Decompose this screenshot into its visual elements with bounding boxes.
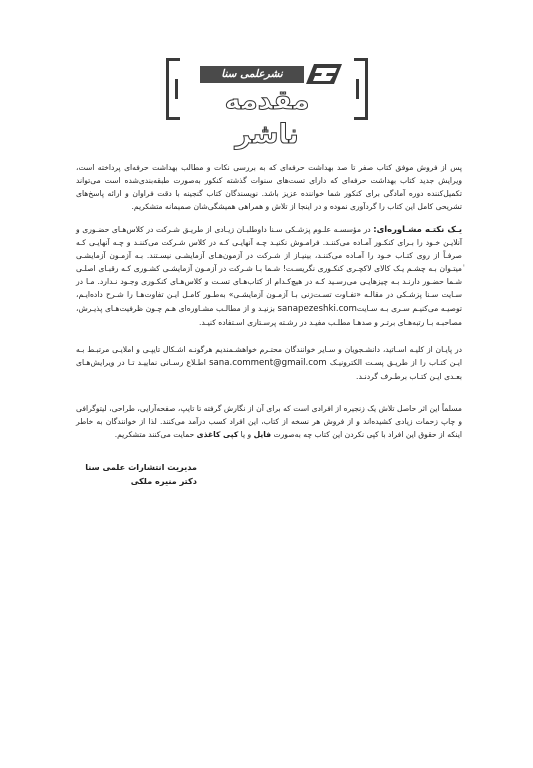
advice-paragraph bbox=[76, 223, 462, 329]
sana-emblem-icon bbox=[304, 62, 344, 86]
copyright-text-b: حمایت می‌کنند متشکریم. bbox=[114, 430, 197, 440]
signature-org: مدیریت انتشارات علمی سنا bbox=[85, 462, 197, 472]
file-term: فایل bbox=[253, 430, 272, 440]
logo-right-bracket bbox=[354, 58, 368, 120]
logo-subtitle: نشرعلمی سنا bbox=[221, 68, 283, 80]
intro-text: پس از فروش موفق کتاب صفر تا صد بهداشت حرفه‌ای که به بررسی نکات و مطالب بهداشت حرفه‌ای پرداخته است، ویرایش جدید کتاب بهداشت حرفه‌ای که دارای تست‌های سنوات گذشته کنکور به‌صورت طبقه‌بندی‌شده است می‌تواند تکمیل‌کننده دوره آمادگی برای کنکور شما خواننده عزیز باشد. نویسندگان کتاب گنجینه با دقت فراوان و ارائه پاسخ‌های تشریحی کامل این کتاب را گردآوری نموده و در اینجا از تلاش و همراهی همیشگی‌شان صمیمانه متشکریم. bbox=[76, 163, 462, 212]
signature-name: دکتر منیره ملکی bbox=[130, 476, 197, 486]
logo-title: مقدمه ناشر bbox=[224, 85, 310, 150]
feedback-text-b: اطـلاع رسـانی نماییـد تـا در ویرایش‌هـای بعـدی ایـن کتـاب برطـرف گردنـد. bbox=[76, 358, 462, 382]
advice-text-a: در مؤسسـه علـوم پزشـکی سـنا داوطلبـان زیـادی از طریـق شـرکت در کلاس‌هـای حضـوری و آنلایـن خـود را بـرای کنکـور آمـاده می‌کننـد. فرامـوش نکنیـد چـه آنهایـی کـه در کلاس شـرکت می‌کننـد و چـه آنهایـی کـه صرفـاً از روی کتـاب خـود را آمـاده می‌کننـد، بینیـاز از شـرکت در آزمون‌هـای آزمایشـی نیسـتند. بـه آزمـون آزمایشـی ٰمیتـوان بـه چشـم یـک کالای لاکچـری کنکـوری نگریسـت! شـما بـا شـرکت در آزمـون آزمایشـی کشـوری کـه رقبـای اصلـی شـما حضـور دارنـد بـه چیزهایـی می‌رسـید کـه در هیچ‌کـدام از کتاب‌هـای تسـت و کلاس‌هـای کنکـوری وجـود نـدارد. مـا در سـایت سـنا پزشـکی در مقالـه «تفـاوت تسـت‌زنی بـا آزمـون آزمایشـی» به‌طـور کامـل ایـن تفاوت‌هـا را شـرح داده‌ایـم، توصیـه می‌کنیـم سـری بـه سـایت bbox=[76, 225, 462, 313]
intro-paragraph bbox=[76, 161, 462, 213]
website-link[interactable]: sanapezeshki.com bbox=[277, 303, 357, 314]
advice-text-b: بزنیـد و از مطالـب مشـاوره‌ای هـم چـون ظرفیت‌هـای پذیـرش، مصاحبـه بـا رتبه‌هـای برتـر و صدهـا مطلـب مفیـد در رشـته پرسـتاری اسـتفاده کنیـد. bbox=[76, 303, 462, 327]
copyright-and: و یا bbox=[238, 430, 254, 440]
logo-left-bracket bbox=[166, 58, 180, 120]
copyright-paragraph bbox=[76, 402, 462, 441]
email-link[interactable]: sana.comment@gmail.com bbox=[209, 358, 327, 369]
feedback-paragraph bbox=[76, 343, 462, 383]
logo-subtitle-band bbox=[200, 66, 304, 83]
publisher-logo bbox=[166, 58, 368, 150]
advice-heading: یـک نکتـه مشـاوره‌ای: bbox=[373, 224, 462, 234]
paper-copy-term: کپی کاغذی bbox=[196, 430, 239, 440]
feedback-text-a: در پایـان از کلیـه اسـاتید، دانشـجویان و سـایر خوانندگان محتـرم خواهشـمندیم هرگونـه اشـکال تایپـی و املایـی مرتبـط بـه ایـن کتـاب را از طریـق پسـت الکترونیـک bbox=[76, 345, 462, 368]
logo-title-box bbox=[190, 84, 344, 150]
signature-block bbox=[85, 460, 197, 488]
copyright-text-a: مسلماً این اثر حاصل تلاش یک زنجیره از افرادی است که برای آن از نگارش گرفته تا تایپ، صفحه‌آرایی، طراحی، لیتوگرافی و چاپ زحمات زیادی کشیده‌اند و از فروش هر نسخه از کتاب، این افراد کسب درآمد می‌کنند. لذا از خوانندگان به خاطر اینکه از حقوق این افراد با کپی نکردن این کتاب چه به‌صورت bbox=[76, 404, 462, 440]
